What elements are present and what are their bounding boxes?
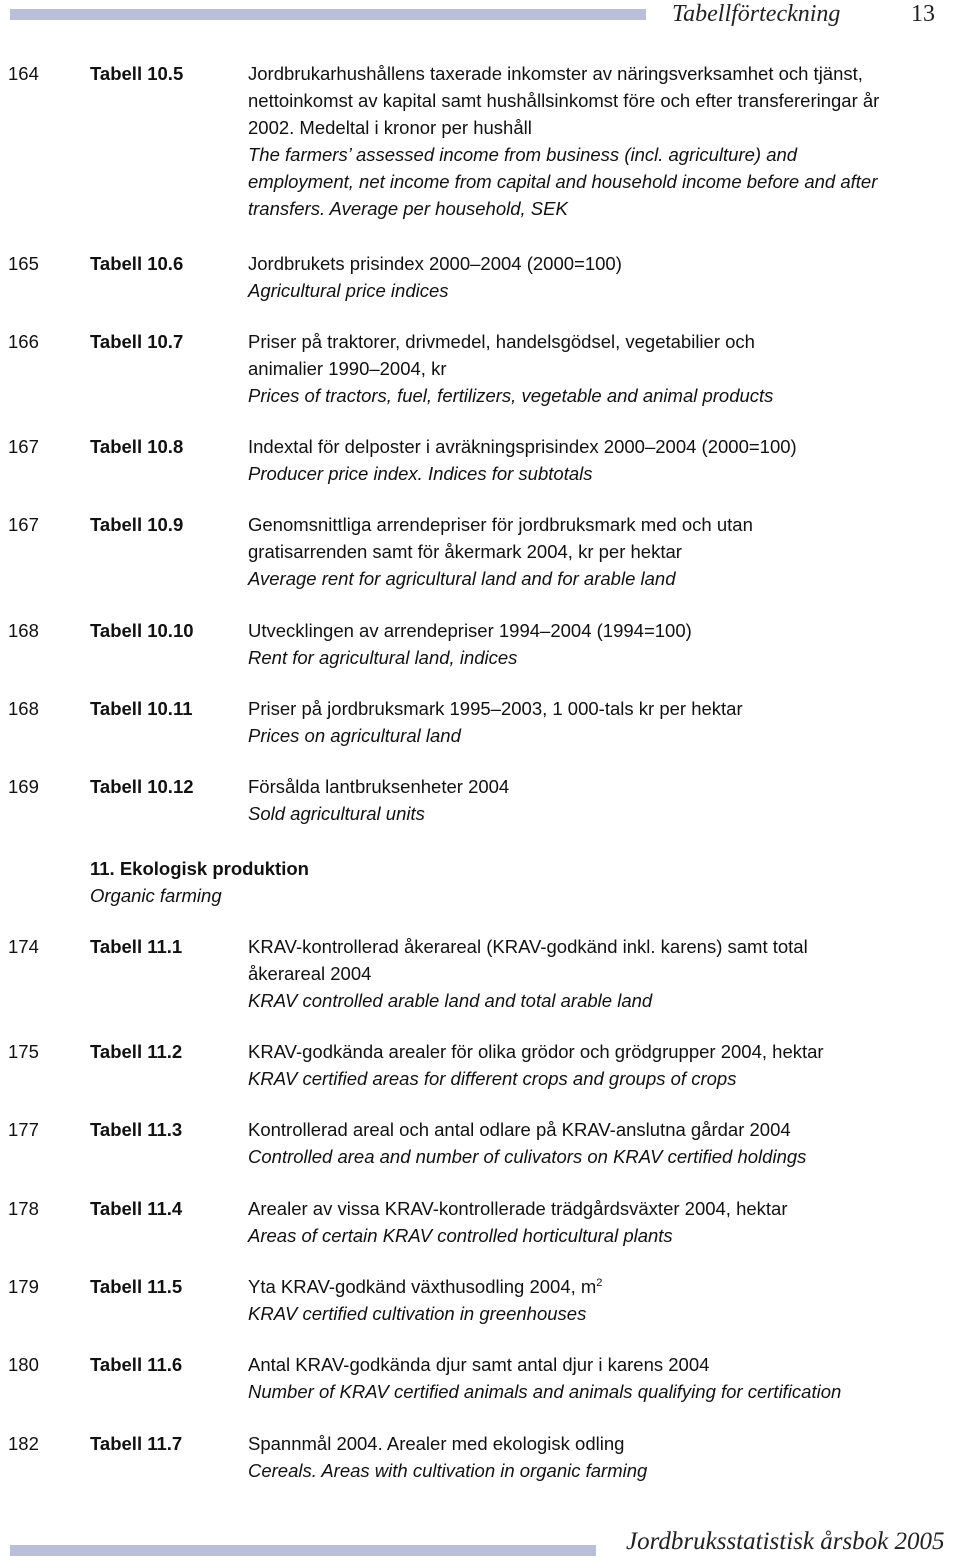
entry-table-number: Tabell 11.6 <box>90 1354 183 1375</box>
header-rule <box>10 9 646 20</box>
section-title: 11. Ekologisk produktion <box>90 858 309 879</box>
entry-title-sv: Jordbrukarhushållens taxerade inkomster av näringsverksamhet och tjänst, nettoinkomst av kapital samt hushållsinkomst före och efter transfereringar år 2002. Medeltal i kronor per hushåll <box>248 63 880 138</box>
entry-page: 174 <box>8 936 39 957</box>
entry-title-en: Controlled area and number of culivators on KRAV certified holdings <box>248 1146 807 1167</box>
entry-title-sv: Försålda lantbruksenheter 2004 <box>248 776 510 797</box>
entry-title-sv: Spannmål 2004. Arealer med ekologisk odling <box>248 1433 625 1454</box>
entry-table-number: Tabell 11.1 <box>90 936 183 957</box>
entry-title-en: Producer price index. Indices for subtotals <box>248 463 593 484</box>
entry-table-number: Tabell 10.11 <box>90 698 193 719</box>
entry-title-en: Prices of tractors, fuel, fertilizers, vegetable and animal products <box>248 385 774 406</box>
entry-table-number: Tabell 10.5 <box>90 63 184 84</box>
entry-table-number: Tabell 10.6 <box>90 253 184 274</box>
entry-title-sv: KRAV-godkända arealer för olika grödor och grödgrupper 2004, hektar <box>248 1041 824 1062</box>
entry-page: 165 <box>8 253 39 274</box>
entry-title-en: KRAV controlled arable land and total arable land <box>248 990 653 1011</box>
entry-title-sv: Kontrollerad areal och antal odlare på KRAV-anslutna gårdar 2004 <box>248 1119 791 1140</box>
superscript: 2 <box>596 1276 603 1289</box>
entry-title-en: Areas of certain KRAV controlled horticultural plants <box>248 1225 673 1246</box>
entry-table-number: Tabell 10.10 <box>90 620 194 641</box>
entry-title-sv: Priser på traktorer, drivmedel, handelsgödsel, vegetabilier och animalier 1990–2004, kr <box>248 331 755 379</box>
running-header: Tabellförteckning <box>672 1 841 27</box>
entry-page: 167 <box>8 436 39 457</box>
entry-title-sv: Jordbrukets prisindex 2000–2004 (2000=100) <box>248 253 622 274</box>
entry-title-sv: Indextal för delposter i avräkningsprisindex 2000–2004 (2000=100) <box>248 436 797 457</box>
entry-table-number: Tabell 11.2 <box>90 1041 183 1062</box>
entry-title-sv: Genomsnittliga arrendepriser för jordbruksmark med och utan gratisarrenden samt för åkermark 2004, kr per hektar <box>248 514 753 562</box>
entry-page: 168 <box>8 620 39 641</box>
entry-table-number: Tabell 11.5 <box>90 1276 183 1297</box>
entry-page: 167 <box>8 514 39 535</box>
entry-page: 168 <box>8 698 39 719</box>
entry-title-en: The farmers’ assessed income from business (incl. agriculture) and employment, net income from capital and household income before and after transfers. Average per household, SEK <box>248 144 878 219</box>
entry-page: 180 <box>8 1354 39 1375</box>
entry-title-en: Agricultural price indices <box>248 280 449 301</box>
entry-page: 164 <box>8 63 39 84</box>
entry-table-number: Tabell 10.7 <box>90 331 184 352</box>
entry-title-en: KRAV certified cultivation in greenhouses <box>248 1303 587 1324</box>
footer-rule <box>10 1545 596 1556</box>
entry-table-number: Tabell 11.7 <box>90 1433 183 1454</box>
entry-title-sv: Priser på jordbruksmark 1995–2003, 1 000-tals kr per hektar <box>248 698 743 719</box>
entry-title-en: Sold agricultural units <box>248 803 425 824</box>
entry-title-en: Number of KRAV certified animals and animals qualifying for certification <box>248 1381 842 1402</box>
entry-title-sv <box>248 1273 948 1300</box>
running-footer: Jordbruksstatistisk årsbok 2005 <box>626 1528 945 1555</box>
entry-title-en: KRAV certified areas for different crops and groups of crops <box>248 1068 737 1089</box>
entry-title-sv: KRAV-kontrollerad åkerareal (KRAV-godkänd inkl. karens) samt total åkerareal 2004 <box>248 936 808 984</box>
section-heading <box>90 855 309 909</box>
entry-page: 169 <box>8 776 39 797</box>
entry-table-number: Tabell 11.3 <box>90 1119 183 1140</box>
entry-table-number: Tabell 11.4 <box>90 1198 183 1219</box>
entry-page: 177 <box>8 1119 39 1140</box>
entry-page: 166 <box>8 331 39 352</box>
page-number: 13 <box>911 1 935 27</box>
entry-title-sv-text: Yta KRAV-godkänd växthusodling 2004, m <box>248 1276 597 1297</box>
entry-title-en: Prices on agricultural land <box>248 725 461 746</box>
entry-title-sv: Arealer av vissa KRAV-kontrollerade trädgårdsväxter 2004, hektar <box>248 1198 788 1219</box>
entry-page: 175 <box>8 1041 39 1062</box>
entry-title-sv: Antal KRAV-godkända djur samt antal djur i karens 2004 <box>248 1354 710 1375</box>
entry-page: 182 <box>8 1433 39 1454</box>
entry-table-number: Tabell 10.9 <box>90 514 184 535</box>
entry-title-en: Rent for agricultural land, indices <box>248 647 518 668</box>
entry-title-en: Cereals. Areas with cultivation in organic farming <box>248 1460 648 1481</box>
entry-table-number: Tabell 10.12 <box>90 776 194 797</box>
entry-table-number: Tabell 10.8 <box>90 436 184 457</box>
entry-title-sv: Utvecklingen av arrendepriser 1994–2004 (1994=100) <box>248 620 692 641</box>
section-subtitle: Organic farming <box>90 885 222 906</box>
entry-title-en: Average rent for agricultural land and for arable land <box>248 568 676 589</box>
entry-page: 178 <box>8 1198 39 1219</box>
entry-page: 179 <box>8 1276 39 1297</box>
